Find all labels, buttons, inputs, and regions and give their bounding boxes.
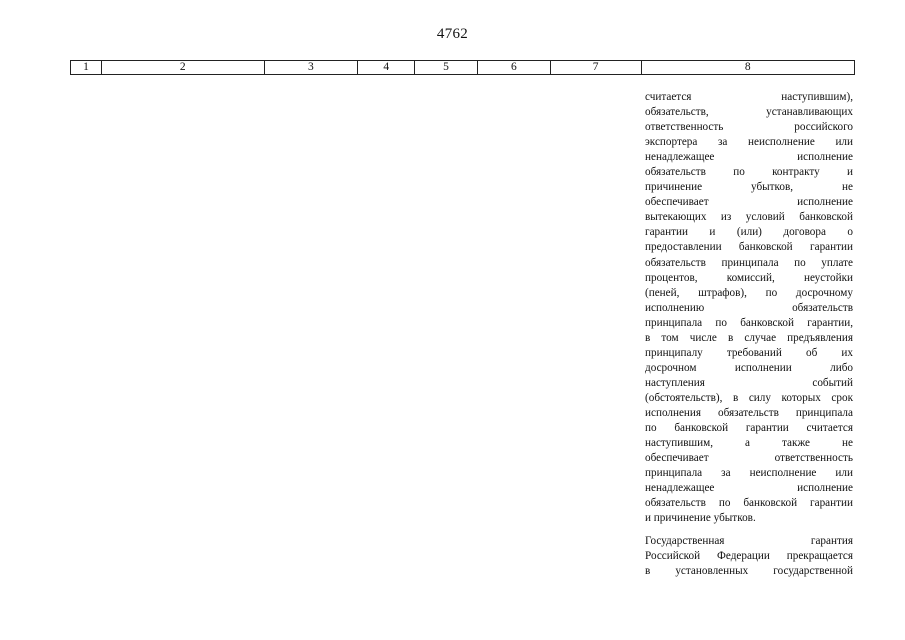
column-header-7: 7 xyxy=(551,61,642,74)
text-line: принципала за неисполнение или xyxy=(645,467,853,480)
column-header-2: 2 xyxy=(102,61,265,74)
text-line: обязательств принципала по уплате xyxy=(645,256,853,269)
column-header-6: 6 xyxy=(478,61,551,74)
text-line: по банковской гарантии считается xyxy=(645,422,853,435)
text-line: Государственная гарантия xyxy=(645,535,853,548)
column-header-8: 8 xyxy=(744,61,751,73)
text-line: досрочном исполнении либо xyxy=(645,361,853,374)
text-line: экспортера за неисполнение или xyxy=(645,136,853,149)
text-line: исполнению обязательств xyxy=(645,301,853,314)
text-line: обязательств по банковской гарантии xyxy=(645,497,853,510)
text-line: и причинение убытков. xyxy=(645,512,756,525)
text-line: обязательств по контракту и xyxy=(645,166,853,179)
text-line: (пеней, штрафов), по досрочному xyxy=(645,286,853,299)
text-line: принципала по банковской гарантии, xyxy=(645,316,853,329)
text-line: наступившим, а также не xyxy=(645,437,853,450)
text-line: в установленных государственной xyxy=(645,565,853,578)
text-line: процентов, комиссий, неустойки xyxy=(645,271,853,284)
text-line: Российской Федерации прекращается xyxy=(645,550,853,563)
column-header-4: 4 xyxy=(358,61,415,74)
table-column-header-row xyxy=(70,60,855,75)
text-line: обязательств, устанавливающих xyxy=(645,106,853,119)
text-line: ненадлежащее исполнение xyxy=(645,151,853,164)
text-line: обеспечивает исполнение xyxy=(645,196,853,209)
column-header-5: 5 xyxy=(415,61,478,74)
column-header-3: 3 xyxy=(265,61,359,74)
text-line: исполнения обязательств принципала xyxy=(645,406,853,419)
text-line: (обстоятельств), в силу которых срок xyxy=(645,391,853,404)
column-header-1: 1 xyxy=(71,61,102,74)
text-line: ответственность российского xyxy=(645,121,853,134)
text-line: считается наступившим), xyxy=(645,91,853,103)
text-line: вытекающих из условий банковской xyxy=(645,211,853,224)
column-8-text xyxy=(645,90,853,580)
text-line: гарантии и (или) договора о xyxy=(645,226,853,239)
column-8-paragraph-1 xyxy=(645,90,853,526)
text-line: в том числе в случае предъявления xyxy=(645,331,853,344)
text-line: причинение убытков, не xyxy=(645,181,853,194)
text-line: принципалу требований об их xyxy=(645,346,853,359)
column-8-paragraph-2 xyxy=(645,534,853,579)
text-line: обеспечивает ответственность xyxy=(645,452,853,465)
text-line: предоставлении банковской гарантии xyxy=(645,241,853,254)
text-line: наступления событий xyxy=(645,376,853,389)
text-line: ненадлежащее исполнение xyxy=(645,482,853,495)
page-number: 4762 xyxy=(436,26,469,42)
